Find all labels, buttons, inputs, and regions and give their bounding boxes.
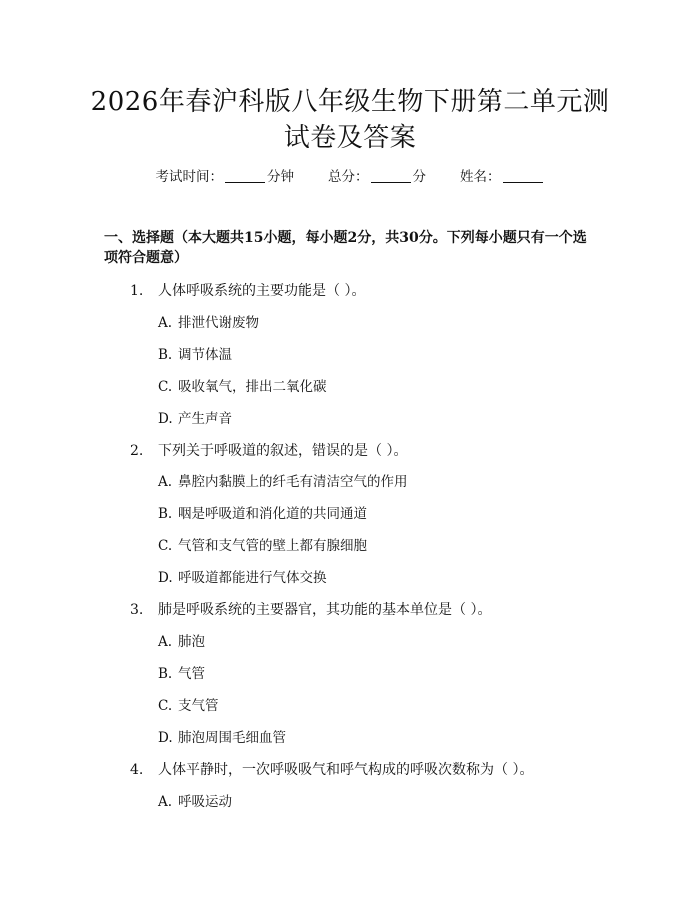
question-3 <box>130 600 491 620</box>
option-letter: C. <box>158 698 173 714</box>
total-score-label: 总分： <box>328 169 369 185</box>
question-2-option-c <box>158 536 367 556</box>
option-letter: A. <box>158 315 173 331</box>
option-letter: B. <box>158 347 173 363</box>
question-1-option-c <box>158 377 327 397</box>
option-letter: A. <box>158 794 173 810</box>
total-score-unit: 分 <box>412 169 426 185</box>
exam-time-field <box>156 167 295 187</box>
section-heading <box>104 228 604 268</box>
question-number: 2. <box>130 443 144 459</box>
exam-title-line-2: 试卷及答案 <box>283 123 417 153</box>
option-text: 咽是呼吸道和消化道的共同通道 <box>178 506 367 522</box>
question-4 <box>130 760 533 780</box>
question-1-option-b <box>158 345 232 365</box>
student-name-blank <box>503 168 543 183</box>
option-letter: D. <box>158 730 173 746</box>
question-3-option-b <box>158 664 205 684</box>
option-text: 肺泡周围毛细血管 <box>178 730 286 746</box>
question-3-option-d <box>158 728 286 748</box>
option-text: 气管 <box>178 666 205 682</box>
exam-info-row <box>0 167 700 187</box>
question-number: 3. <box>130 602 144 618</box>
total-score-blank <box>371 168 411 183</box>
question-1 <box>130 281 365 301</box>
question-stem: 下列关于呼吸道的叙述，错误的是（ ）。 <box>158 443 408 459</box>
question-2-option-b <box>158 504 367 524</box>
question-stem: 人体平静时，一次呼吸吸气和呼气构成的呼吸次数称为（ ）。 <box>158 762 534 778</box>
question-number: 4. <box>130 762 144 778</box>
student-name-label: 姓名： <box>460 169 501 185</box>
option-text: 产生声音 <box>178 411 232 427</box>
question-stem: 肺是呼吸系统的主要器官，其功能的基本单位是（ ）。 <box>158 602 492 618</box>
question-3-option-c <box>158 696 219 716</box>
option-text: 支气管 <box>178 698 219 714</box>
question-2-option-d <box>158 568 327 588</box>
question-4-option-a <box>158 792 232 812</box>
option-text: 气管和支气管的壁上都有腺细胞 <box>178 538 367 554</box>
option-text: 鼻腔内黏膜上的纤毛有清洁空气的作用 <box>178 474 408 490</box>
question-2 <box>130 441 407 461</box>
question-number: 1. <box>130 283 144 299</box>
option-text: 呼吸运动 <box>178 794 232 810</box>
option-letter: B. <box>158 506 173 522</box>
option-letter: D. <box>158 411 173 427</box>
exam-time-unit: 分钟 <box>267 169 294 185</box>
question-2-option-a <box>158 472 408 492</box>
exam-title-line-1: 2026年春沪科版八年级生物下册第二单元测 <box>90 87 610 117</box>
option-letter: D. <box>158 570 173 586</box>
option-text: 排泄代谢废物 <box>178 315 259 331</box>
option-letter: C. <box>158 538 173 554</box>
option-letter: A. <box>158 474 173 490</box>
exam-time-blank <box>225 168 265 183</box>
option-text: 吸收氧气，排出二氧化碳 <box>178 379 327 395</box>
student-name-field <box>460 167 545 187</box>
question-1-option-d <box>158 409 232 429</box>
option-letter: A. <box>158 634 173 650</box>
section-heading-line-1: 一、选择题（本大题共15小题，每小题2分，共30分。下列每小题只有一个选 <box>104 230 587 246</box>
option-letter: B. <box>158 666 173 682</box>
option-letter: C. <box>158 379 173 395</box>
total-score-field <box>328 167 426 187</box>
exam-time-label: 考试时间： <box>155 169 223 185</box>
question-1-option-a <box>158 313 259 333</box>
option-text: 肺泡 <box>178 634 205 650</box>
question-stem: 人体呼吸系统的主要功能是（ ）。 <box>158 283 366 299</box>
section-heading-line-2: 项符合题意） <box>104 250 188 266</box>
option-text: 调节体温 <box>178 347 232 363</box>
option-text: 呼吸道都能进行气体交换 <box>178 570 327 586</box>
question-3-option-a <box>158 632 205 652</box>
